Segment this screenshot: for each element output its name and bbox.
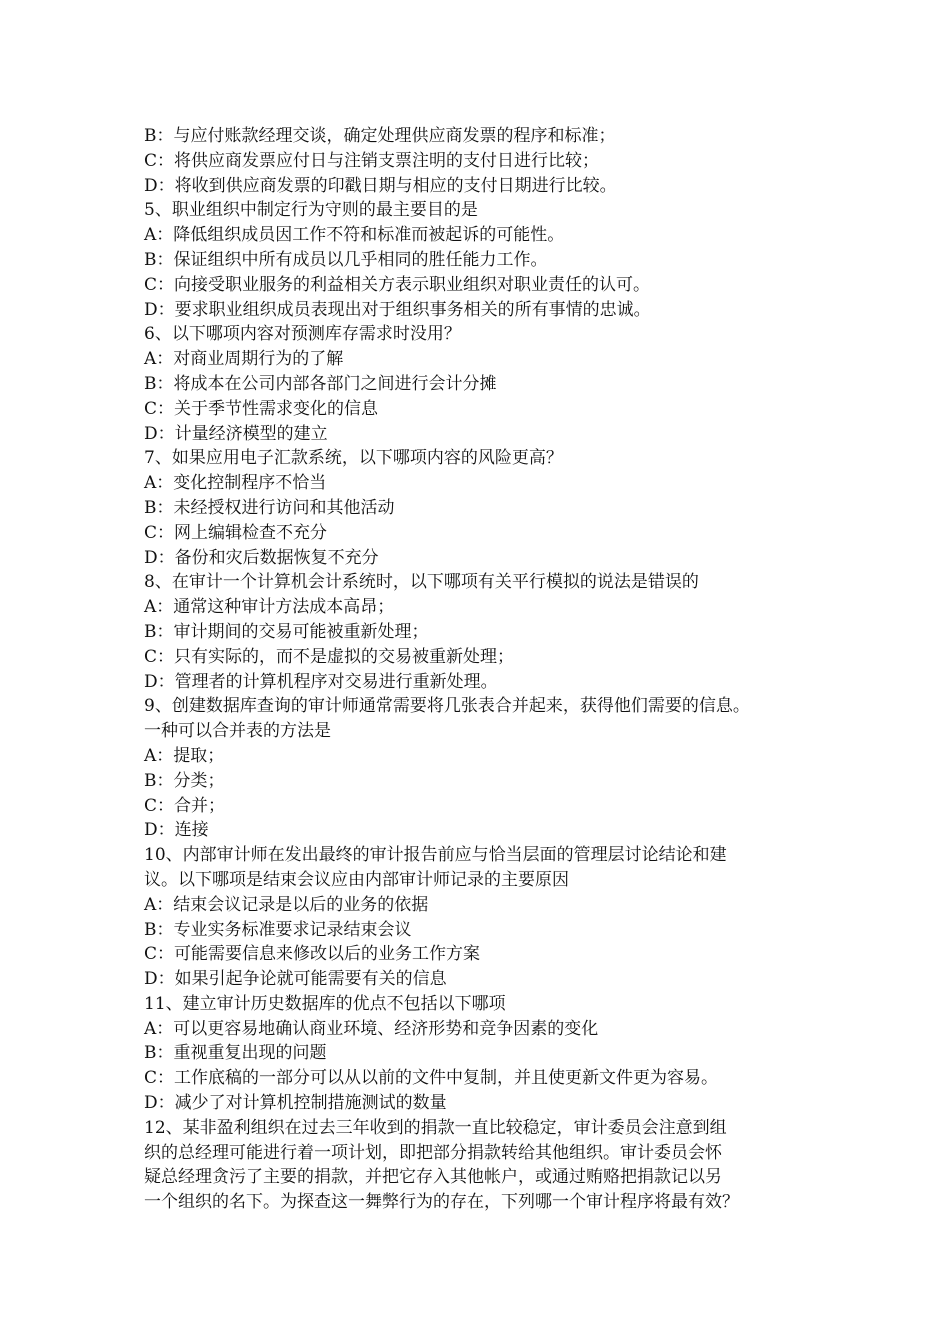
option-c-q7: C：网上编辑检查不充分	[144, 522, 328, 543]
option-b-q9: B：分类；	[144, 770, 225, 791]
option-c-q11: C：工作底稿的一部分可以从以前的文件中复制，并且使更新文件更为容易。	[144, 1068, 719, 1089]
option-d-q10: D：如果引起争论就可能需要有关的信息	[144, 969, 447, 990]
question-11: 11、建立审计历史数据库的优点不包括以下哪项	[144, 993, 506, 1014]
option-d-q9: D：连接	[144, 820, 209, 841]
option-b-q7: B：未经授权进行访问和其他活动	[144, 497, 395, 518]
question-7: 7、如果应用电子汇款系统，以下哪项内容的风险更高？	[144, 448, 563, 469]
question-10-line-1: 10、内部审计师在发出最终的审计报告前应与恰当层面的管理层讨论结论和建	[144, 845, 727, 866]
question-12-line-2: 织的总经理可能进行着一项计划，即把部分捐款转给其他组织。审计委员会怀	[144, 1142, 722, 1163]
question-10-line-2: 议。以下哪项是结束会议应由内部审计师记录的主要原因	[144, 869, 569, 890]
option-d-q7: D：备份和灾后数据恢复不充分	[144, 547, 379, 568]
question-8: 8、在审计一个计算机会计系统时，以下哪项有关平行模拟的说法是错误的	[144, 572, 699, 593]
option-b-q5: B：保证组织中所有成员以几乎相同的胜任能力工作。	[144, 249, 548, 270]
question-12-line-4: 一个组织的名下。为探查这一舞弊行为的存在，下列哪一个审计程序将最有效？	[144, 1192, 739, 1213]
option-c-q6: C：关于季节性需求变化的信息	[144, 398, 379, 419]
question-9-line-1: 9、创建数据库查询的审计师通常需要将几张表合并起来，获得他们需要的信息。	[144, 696, 750, 717]
option-c-q8: C：只有实际的，而不是虚拟的交易被重新处理；	[144, 646, 515, 667]
option-b-q11: B：重视重复出现的问题	[144, 1043, 327, 1064]
option-b-q6: B：将成本在公司内部各部门之间进行会计分摊	[144, 373, 497, 394]
option-a-q11: A：可以更容易地确认商业环境、经济形势和竞争因素的变化	[144, 1018, 599, 1039]
option-b-q8: B：审计期间的交易可能被重新处理；	[144, 621, 429, 642]
option-c-q5: C：向接受职业服务的利益相关方表示职业组织对职业责任的认可。	[144, 274, 651, 295]
question-5: 5、职业组织中制定行为守则的最主要目的是	[144, 200, 478, 221]
option-a-q6: A：对商业周期行为的了解	[144, 349, 344, 370]
option-d-q8: D：管理者的计算机程序对交易进行重新处理。	[144, 671, 498, 692]
option-c-q10: C：可能需要信息来修改以后的业务工作方案	[144, 944, 481, 965]
question-9-line-2: 一种可以合并表的方法是	[144, 721, 331, 742]
option-c-q4: C：将供应商发票应付日与注销支票注明的支付日进行比较；	[144, 150, 600, 171]
question-12-line-3: 疑总经理贪污了主要的捐款，并把它存入其他帐户，或通过贿赂把捐款记以另	[144, 1167, 722, 1188]
option-a-q5: A：降低组织成员因工作不符和标准而被起诉的可能性。	[144, 225, 565, 246]
document-body	[144, 124, 824, 1215]
question-12-line-1: 12、某非盈利组织在过去三年收到的捐款一直比较稳定，审计委员会注意到组	[144, 1117, 727, 1138]
option-a-q10: A：结束会议记录是以后的业务的依据	[144, 894, 429, 915]
option-a-q9: A：提取；	[144, 745, 225, 766]
option-c-q9: C：合并；	[144, 795, 226, 816]
option-b-q10: B：专业实务标准要求记录结束会议	[144, 919, 412, 940]
option-d-q11: D：减少了对计算机控制措施测试的数量	[144, 1093, 447, 1114]
option-a-q7: A：变化控制程序不恰当	[144, 473, 327, 494]
option-d-q5: D：要求职业组织成员表现出对于组织事务相关的所有事情的忠诚。	[144, 299, 651, 320]
option-d-q6: D：计量经济模型的建立	[144, 423, 328, 444]
question-6: 6、以下哪项内容对预测库存需求时没用？	[144, 324, 461, 345]
option-d-q4: D：将收到供应商发票的印戳日期与相应的支付日期进行比较。	[144, 175, 617, 196]
option-b-q4: B：与应付账款经理交谈，确定处理供应商发票的程序和标准；	[144, 126, 616, 146]
option-a-q8: A：通常这种审计方法成本高昂；	[144, 597, 395, 618]
